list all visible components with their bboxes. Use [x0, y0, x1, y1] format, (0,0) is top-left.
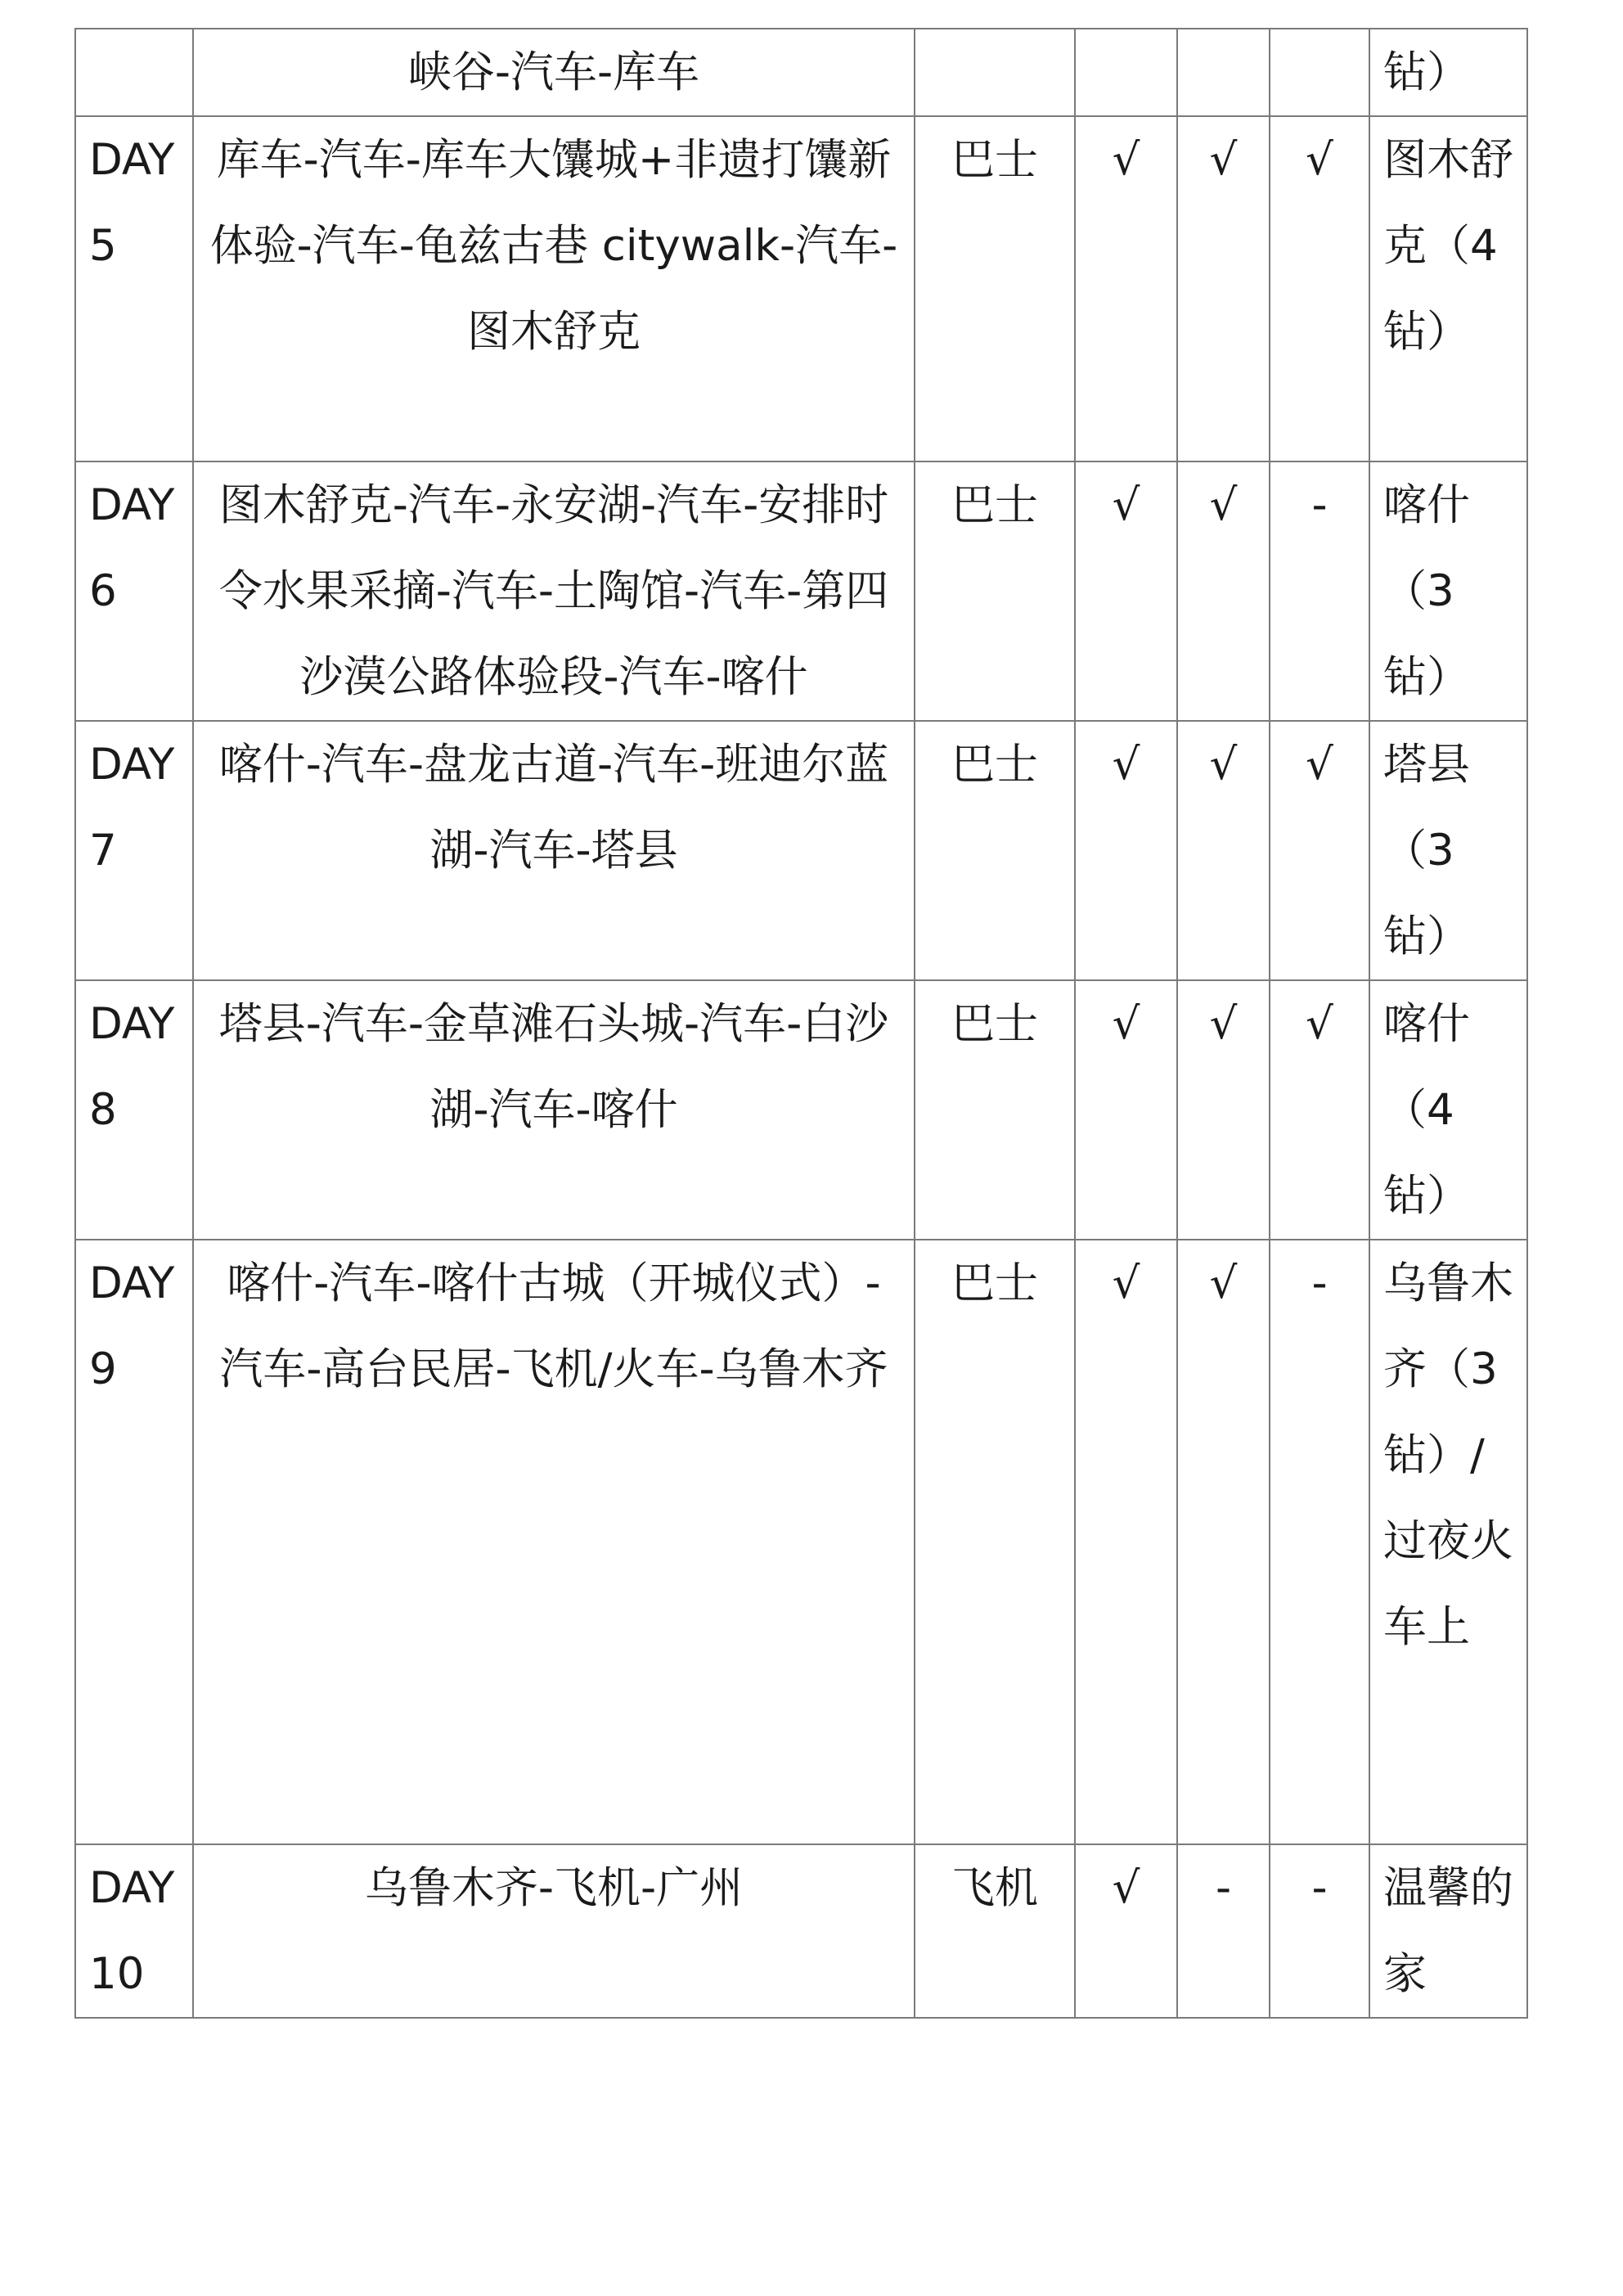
day-cell: DAY5 [75, 116, 193, 461]
table-row [75, 29, 1527, 116]
route-cell: 喀什-汽车-盘龙古道-汽车-班迪尔蓝湖-汽车-塔县 [193, 721, 915, 980]
transport-cell: 飞机 [915, 1844, 1075, 2018]
transport-cell: 巴士 [915, 461, 1075, 721]
mark-cell-3: √ [1270, 116, 1369, 461]
mark-cell-2: √ [1177, 721, 1270, 980]
mark-cell-2: √ [1177, 461, 1270, 721]
mark-cell-1: √ [1075, 980, 1177, 1240]
table-row [75, 721, 1527, 980]
hotel-cell: 图木舒克（4钻） [1369, 116, 1527, 461]
route-cell: 峡谷-汽车-库车 [193, 29, 915, 116]
hotel-cell: 喀什（4钻） [1369, 980, 1527, 1240]
mark-cell-2: √ [1177, 116, 1270, 461]
day-cell: DAY8 [75, 980, 193, 1240]
mark-cell-1: √ [1075, 1240, 1177, 1844]
table-row [75, 1844, 1527, 2018]
day-cell [75, 29, 193, 116]
table-row [75, 116, 1527, 461]
table-row [75, 1240, 1527, 1844]
itinerary-table [74, 28, 1528, 2019]
mark-cell-2: - [1177, 1844, 1270, 2018]
route-cell: 喀什-汽车-喀什古城（开城仪式）-汽车-高台民居-飞机/火车-乌鲁木齐 [193, 1240, 915, 1844]
hotel-cell: 钻） [1369, 29, 1527, 116]
mark-cell-3: - [1270, 461, 1369, 721]
hotel-cell: 喀什（3钻） [1369, 461, 1527, 721]
table-row [75, 980, 1527, 1240]
day-cell: DAY9 [75, 1240, 193, 1844]
day-cell: DAY10 [75, 1844, 193, 2018]
mark-cell-2 [1177, 29, 1270, 116]
mark-cell-3: - [1270, 1240, 1369, 1844]
mark-cell-1: √ [1075, 1844, 1177, 2018]
hotel-cell: 温馨的家 [1369, 1844, 1527, 2018]
mark-cell-1: √ [1075, 721, 1177, 980]
day-cell: DAY7 [75, 721, 193, 980]
mark-cell-1 [1075, 29, 1177, 116]
route-cell: 乌鲁木齐-飞机-广州 [193, 1844, 915, 2018]
mark-cell-3: √ [1270, 721, 1369, 980]
route-cell: 塔县-汽车-金草滩石头城-汽车-白沙湖-汽车-喀什 [193, 980, 915, 1240]
mark-cell-1: √ [1075, 116, 1177, 461]
mark-cell-2: √ [1177, 980, 1270, 1240]
hotel-cell: 乌鲁木齐（3钻）/过夜火车上 [1369, 1240, 1527, 1844]
transport-cell: 巴士 [915, 721, 1075, 980]
mark-cell-3: - [1270, 1844, 1369, 2018]
mark-cell-2: √ [1177, 1240, 1270, 1844]
table-row [75, 461, 1527, 721]
hotel-cell: 塔县（3钻） [1369, 721, 1527, 980]
route-cell: 库车-汽车-库车大馕城+非遗打馕新体验-汽车-龟兹古巷 citywalk-汽车-图木舒克 [193, 116, 915, 461]
transport-cell: 巴士 [915, 1240, 1075, 1844]
transport-cell: 巴士 [915, 116, 1075, 461]
route-cell: 图木舒克-汽车-永安湖-汽车-安排时令水果采摘-汽车-土陶馆-汽车-第四沙漠公路体验段-汽车-喀什 [193, 461, 915, 721]
mark-cell-1: √ [1075, 461, 1177, 721]
transport-cell [915, 29, 1075, 116]
mark-cell-3: √ [1270, 980, 1369, 1240]
day-cell: DAY6 [75, 461, 193, 721]
transport-cell: 巴士 [915, 980, 1075, 1240]
mark-cell-3 [1270, 29, 1369, 116]
